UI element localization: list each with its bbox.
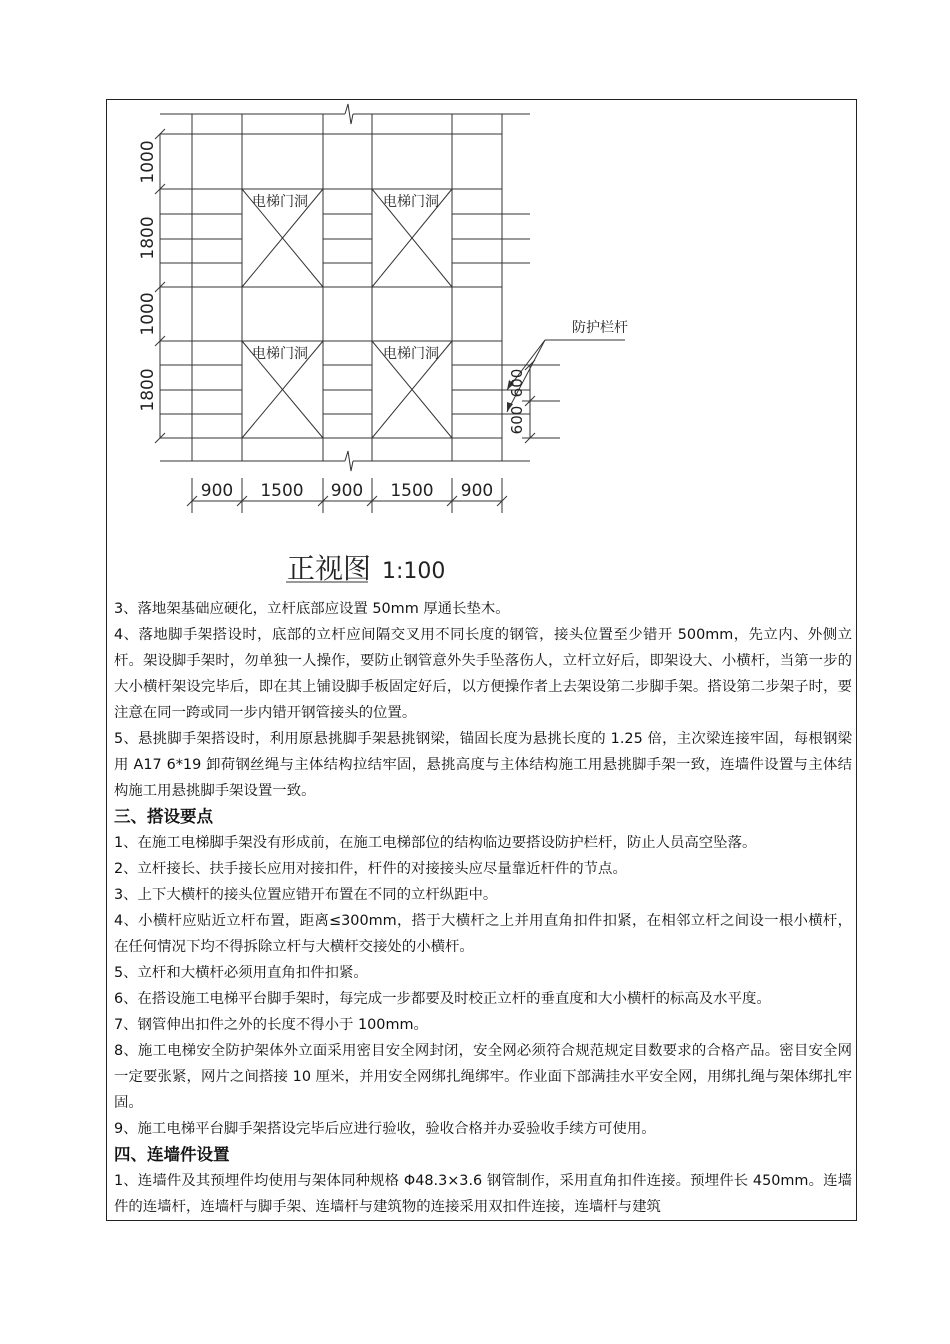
dim-horizontal-4: 1500 bbox=[390, 481, 434, 501]
paragraph: 1、在施工电梯脚手架没有形成前，在施工电梯部位的结构临边要搭设防护栏杆，防止人员高空坠落。 bbox=[114, 835, 757, 851]
dim-horizontal-2: 1500 bbox=[260, 481, 304, 501]
paragraph: 3、落地架基础应硬化，立杆底部应设置 50mm 厚通长垫木。 bbox=[114, 601, 510, 617]
section-heading: 三、搭设要点 bbox=[114, 807, 213, 826]
view-scale: 1:100 bbox=[382, 559, 446, 584]
dim-vertical-2: 1800 bbox=[138, 216, 158, 260]
paragraph: 6、在搭设施工电梯平台脚手架时，每完成一步都要及时校正立杆的垂直度和大小横杆的标高及水平度。 bbox=[114, 991, 771, 1007]
paragraph: 5、悬挑脚手架搭设时，利用原悬挑脚手架悬挑钢梁，锚固长度为悬挑长度的 1.25 倍，主次梁连接牢固，每根钢梁用 A17 6*19 卸荷钢丝绳与主体结构拉结牢固，悬挑高度与主体结构施工用悬挑脚手架一致，连墙件设置与主体结构施工用悬挑脚手架设置一致。 bbox=[114, 731, 852, 799]
paragraph: 4、落地脚手架搭设时，底部的立杆应间隔交叉用不同长度的钢管，接头位置至少错开 500mm，先立内、外侧立杆。架设脚手架时，勿单独一人操作，要防止钢管意外失手坠落伤人，立杆立好后，即架设大、小横杆，当第一步的大小横杆架设完毕后，即在其上铺设脚手板固定好后，以方便操作者上去架设第二步脚手架。搭设第二步架子时，要注意在同一跨或同一步内错开钢管接头的位置。 bbox=[114, 627, 852, 721]
door-label-3: 电梯门洞 bbox=[252, 346, 308, 362]
dim-horizontal-1: 900 bbox=[200, 481, 234, 501]
elevation-drawing bbox=[0, 0, 950, 600]
paragraph: 4、小横杆应贴近立杆布置，距离≤300mm，搭于大横杆之上并用直角扣件扣紧，在相邻立杆之间设一根小横杆，在任何情况下均不得拆除立杆与大横杆交接处的小横杆。 bbox=[114, 913, 852, 955]
dim-vertical-3: 1000 bbox=[138, 292, 158, 336]
section-heading: 四、连墙件设置 bbox=[114, 1145, 230, 1164]
dim-guardrail-1: 600 bbox=[508, 368, 526, 398]
dim-vertical-1: 1000 bbox=[138, 140, 158, 184]
dim-guardrail-2: 600 bbox=[508, 405, 526, 435]
paragraph: 3、上下大横杆的接头位置应错开布置在不同的立杆纵距中。 bbox=[114, 887, 498, 903]
door-label-4: 电梯门洞 bbox=[383, 346, 439, 362]
paragraph: 2、立杆接长、扶手接长应用对接扣件，杆件的对接接头应尽量靠近杆件的节点。 bbox=[114, 861, 627, 877]
dim-vertical-4: 1800 bbox=[138, 368, 158, 412]
view-title: 正视图 bbox=[287, 552, 372, 585]
paragraph: 1、连墙件及其预埋件均使用与架体同种规格 Φ48.3×3.6 钢管制作，采用直角扣件连接。预埋件长 450mm。连墙件的连墙杆，连墙杆与脚手架、连墙杆与建筑物的连接采用双扣件连接，连墙杆与建筑 bbox=[114, 1173, 852, 1215]
door-label-1: 电梯门洞 bbox=[252, 194, 308, 210]
body-text bbox=[114, 596, 852, 1220]
paragraph: 7、钢管伸出扣件之外的长度不得小于 100mm。 bbox=[114, 1017, 428, 1033]
dim-horizontal-5: 900 bbox=[460, 481, 494, 501]
paragraph: 8、施工电梯安全防护架体外立面采用密目安全网封闭，安全网必须符合规范规定目数要求的合格产品。密目安全网一定要张紧，网片之间搭接 10 厘米，并用安全网绑扎绳绑牢。作业面下部满挂水平安全网，用绑扎绳与架体绑扎牢固。 bbox=[114, 1043, 852, 1111]
door-label-2: 电梯门洞 bbox=[383, 194, 439, 210]
guardrail-label: 防护栏杆 bbox=[572, 320, 628, 336]
paragraph: 5、立杆和大横杆必须用直角扣件扣紧。 bbox=[114, 965, 368, 981]
dim-horizontal-3: 900 bbox=[330, 481, 364, 501]
paragraph: 9、施工电梯平台脚手架搭设完毕后应进行验收，验收合格并办妥验收手续方可使用。 bbox=[114, 1121, 656, 1137]
